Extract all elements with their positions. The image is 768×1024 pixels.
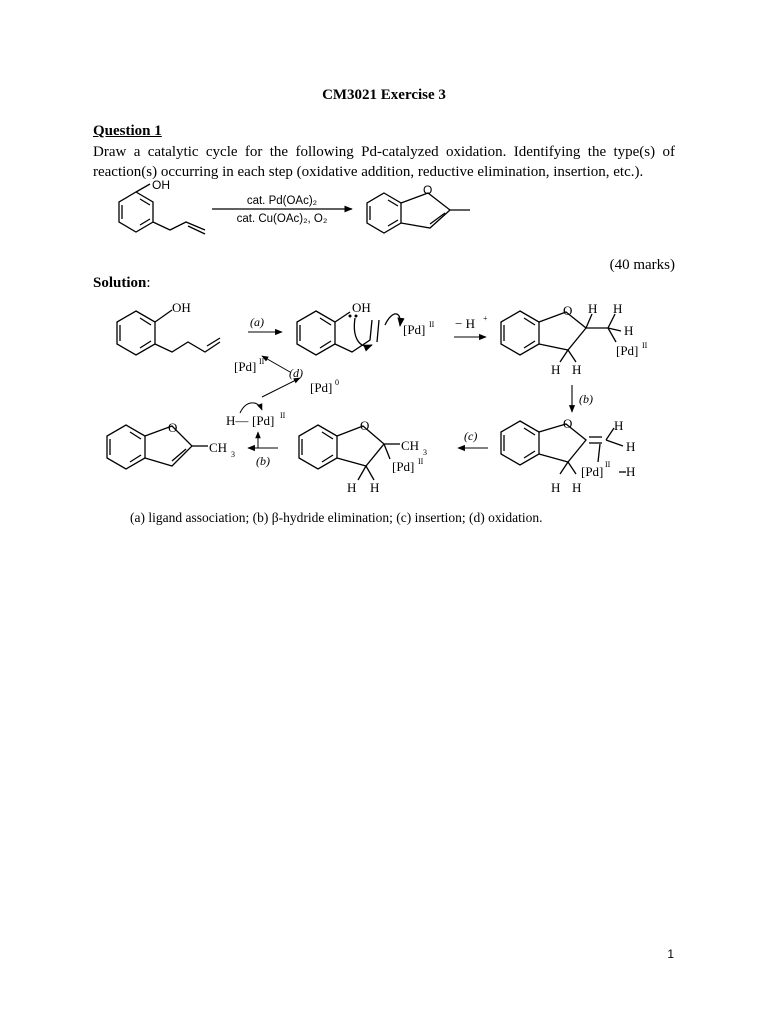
question-reagent-1: cat. Pd(OAc)₂: [246, 195, 318, 207]
cycle-m5-h: H: [370, 480, 380, 495]
cycle-m5-ch3: CH: [401, 438, 420, 453]
solution-legend: (a) ligand association; (b) β-hydride elimination; (c) insertion; (d) oxidation.: [130, 510, 543, 525]
cycle-tertiary-alkyl-pd: [299, 425, 400, 480]
cycle-product-benzofuran: [107, 425, 208, 469]
question-marks: (40 marks): [609, 257, 675, 273]
cycle-complex-pd-sup: II: [429, 320, 435, 329]
hydride-pd-sup: II: [280, 411, 286, 420]
hydride-pd: [Pd]: [252, 413, 275, 428]
pd-ii-entering: [Pd]: [234, 359, 257, 374]
cycle-m6-o: O: [168, 420, 178, 435]
cycle-m5-pd: [Pd]: [392, 459, 415, 474]
arrow-step-d: [262, 356, 290, 372]
cycle-m6-ch3: CH: [209, 440, 228, 455]
cycle-m3-h: H: [588, 301, 598, 316]
cycle-m4-h: H: [626, 439, 636, 454]
cycle-m4-pd: [Pd]: [581, 464, 604, 479]
question-product-benzofuran: [367, 193, 470, 233]
cycle-m3-o: O: [563, 303, 573, 318]
cycle-m5-o: O: [360, 418, 370, 433]
cycle-sm-oh: OH: [172, 300, 191, 315]
cycle-m5-pd-sup: II: [418, 457, 424, 466]
arrow-to-pd0: [262, 378, 300, 397]
cycle-m4-h: H: [614, 418, 624, 433]
cycle-m3-pd: [Pd]: [616, 343, 639, 358]
label-minus-h: − H: [455, 316, 475, 331]
cycle-complex-pd: [Pd]: [403, 322, 426, 337]
cycle-m3-h: H: [624, 323, 634, 338]
question-reagent-2: cat. Cu(OAc)₂, O₂: [236, 213, 328, 225]
question-oh-label: OH: [152, 178, 170, 192]
label-step-b: (b): [579, 392, 593, 406]
pd-0-label: [Pd]: [310, 380, 333, 395]
label-step-b-2: (b): [256, 454, 270, 468]
question-text: Draw a catalytic cycle for the following Pd-catalyzed oxidation. Identifying the type(s) of reaction(s) occurring in each step (oxidative addition, reductive elimination, insertion, etc.).: [93, 144, 675, 180]
label-step-a: (a): [250, 315, 264, 329]
cycle-m4-h: H: [551, 480, 561, 495]
cycle-starting-material: [117, 310, 220, 355]
cycle-m3-h: H: [613, 301, 623, 316]
label-step-c: (c): [464, 429, 478, 443]
solution-heading: Solution:: [93, 275, 151, 291]
cycle-m3-h: H: [551, 362, 561, 377]
cycle-m4-o: O: [563, 416, 573, 431]
hydride-h: H—: [226, 413, 249, 428]
arrow-hydride-curve: [240, 403, 262, 413]
cycle-alkyl-pd-dihydrobenzofuran: [501, 311, 621, 362]
pd-0-sup: 0: [335, 378, 339, 387]
cycle-m4-pd-h: H: [626, 464, 636, 479]
cycle-pd-alkene-complex: [297, 311, 400, 355]
question-product-o: O: [423, 183, 433, 197]
page-title: CM3021 Exercise 3: [322, 87, 446, 103]
page-number: 1: [667, 947, 674, 961]
cycle-m3-h: H: [572, 362, 582, 377]
pd-ii-entering-sup: II: [259, 357, 265, 366]
question-heading: Question 1: [93, 123, 162, 139]
cycle-m4-pd-sup: II: [605, 460, 611, 469]
cycle-m3-pd-sup: II: [642, 341, 648, 350]
cycle-m5-ch3-sub: 3: [423, 448, 427, 457]
cycle-m6-ch3-sub: 3: [231, 450, 235, 459]
cycle-complex-oh: OH: [352, 300, 371, 315]
label-step-d: (d): [289, 366, 303, 380]
cycle-m5-h: H: [347, 480, 357, 495]
label-minus-h-sup: +: [483, 314, 488, 323]
cycle-m4-h: H: [572, 480, 582, 495]
